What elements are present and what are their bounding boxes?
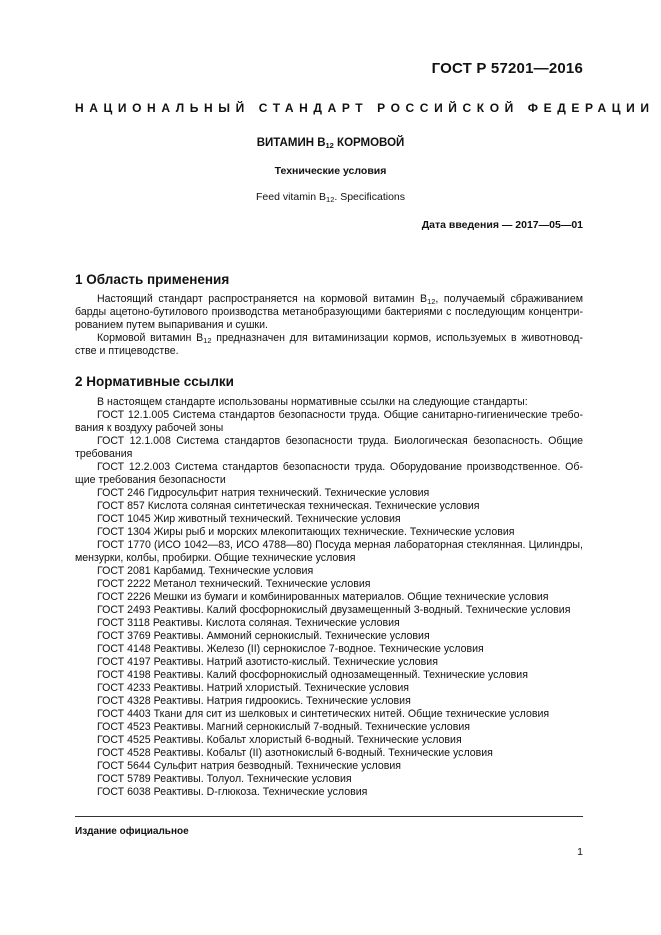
reference-item: ГОСТ 1770 (ИСО 1042—83, ИСО 4788—80) Посуда мерная лабораторная стеклянная. Цилиндры,: [97, 539, 583, 551]
reference-item: ГОСТ 857 Кислота соляная синтетическая техническая. Технические условия: [97, 500, 480, 512]
reference-item-continuation: щие требования безопасности: [75, 474, 226, 486]
english-title: Feed vitamin $B_{12}$. Specifications: [256, 191, 405, 204]
reference-item: ГОСТ 1304 Жиры рыб и морских млекопитающих технические. Технические условия: [97, 526, 515, 538]
section-1-body: [75, 293, 583, 358]
reference-item: ГОСТ 12.1.005 Система стандартов безопасности труда. Общие санитарно-гигиенические требо-: [97, 409, 583, 421]
section-2-heading: 2 Нормативные ссылки: [75, 374, 234, 389]
edition-note: Издание официальное: [75, 826, 189, 837]
reference-item: ГОСТ 4328 Реактивы. Натрия гидроокись. Технические условия: [97, 695, 411, 707]
introduction-date: Дата введения — 2017—05—01: [421, 219, 583, 231]
reference-item: ГОСТ 12.2.003 Система стандартов безопасности труда. Оборудование производственное. Об-: [97, 461, 583, 473]
reference-item: ГОСТ 4148 Реактивы. Железо (II) сернокислое 7-водное. Технические условия: [97, 643, 484, 655]
reference-item: ГОСТ 4525 Реактивы. Кобальт хлористый 6-водный. Технические условия: [97, 734, 462, 746]
reference-item: ГОСТ 4198 Реактивы. Калий фосфорнокислый однозамещенный. Технические условия: [97, 669, 528, 681]
reference-item: ГОСТ 2493 Реактивы. Калий фосфорнокислый двузамещенный 3-водный. Технические условия: [97, 604, 571, 616]
reference-item: ГОСТ 12.1.008 Система стандартов безопасности труда. Биологическая безопасность. Общие: [97, 435, 583, 447]
reference-item: ГОСТ 4528 Реактивы. Кобальт (II) азотнокислый 6-водный. Технические условия: [97, 747, 493, 759]
section-2-intro: В настоящем стандарте использованы нормативные ссылки на следующие стандарты:: [97, 396, 528, 408]
footer-divider: [75, 816, 583, 817]
national-standard-heading: НАЦИОНАЛЬНЫЙ СТАНДАРТ РОССИЙСКОЙ ФЕДЕРАЦИИ: [75, 101, 655, 115]
reference-item: ГОСТ 2081 Карбамид. Технические условия: [97, 565, 314, 577]
reference-item: ГОСТ 4523 Реактивы. Магний сернокислый 7-водный. Технические условия: [97, 721, 470, 733]
reference-item-continuation: вания к воздуху рабочей зоны: [75, 422, 224, 434]
section-1-p1-line3: рованием путем выпаривания и сушки.: [75, 319, 268, 331]
reference-item: ГОСТ 5789 Реактивы. Толуол. Технические условия: [97, 773, 352, 785]
reference-item: ГОСТ 1045 Жир животный технический. Технические условия: [97, 513, 401, 525]
reference-item: ГОСТ 2226 Мешки из бумаги и комбинированных материалов. Общие технические условия: [97, 591, 549, 603]
gost-number: ГОСТ Р 57201—2016: [431, 60, 583, 77]
document-subtitle: Технические условия: [274, 165, 387, 177]
references-list: [75, 409, 583, 799]
reference-item: ГОСТ 3118 Реактивы. Кислота соляная. Технические условия: [97, 617, 400, 629]
document-title: ВИТАМИН $В_{12}$ КОРМОВОЙ: [256, 137, 405, 150]
reference-item-continuation: требования: [75, 448, 133, 460]
reference-item: ГОСТ 2222 Метанол технический. Технические условия: [97, 578, 371, 590]
reference-item: ГОСТ 6038 Реактивы. D-глюкоза. Технические условия: [97, 786, 368, 798]
reference-item: ГОСТ 4403 Ткани для сит из шелковых и синтетических нитей. Общие технические условия: [97, 708, 550, 720]
reference-item: ГОСТ 4197 Реактивы. Натрий азотисто-кислый. Технические условия: [97, 656, 438, 668]
reference-item: ГОСТ 3769 Реактивы. Аммоний сернокислый. Технические условия: [97, 630, 430, 642]
page-number: 1: [577, 846, 583, 858]
reference-item-continuation: мензурки, колбы, пробирки. Общие технические условия: [75, 552, 356, 564]
section-1-p2-line1: Кормовой витамин $В_{12}$ предназначен для витаминизации кормов, используемых в животновод-: [97, 332, 583, 345]
section-2-body: [75, 396, 583, 799]
reference-item: ГОСТ 5644 Сульфит натрия безводный. Технические условия: [97, 760, 402, 772]
section-1-p2-line2: стве и птицеводстве.: [75, 345, 179, 357]
reference-item: ГОСТ 246 Гидросульфит натрия технический. Технические условия: [97, 487, 430, 499]
section-1-p1-line2: барды ацетоно-бутилового производства метанобразующими бактериями с последующим концентри-: [75, 306, 583, 318]
section-1-p1-line1: Настоящий стандарт распространяется на кормовой витамин $В_{12}$, получаемый сбраживанием: [97, 293, 583, 306]
section-1-heading: 1 Область применения: [75, 272, 230, 287]
reference-item: ГОСТ 4233 Реактивы. Натрий хлористый. Технические условия: [97, 682, 409, 694]
